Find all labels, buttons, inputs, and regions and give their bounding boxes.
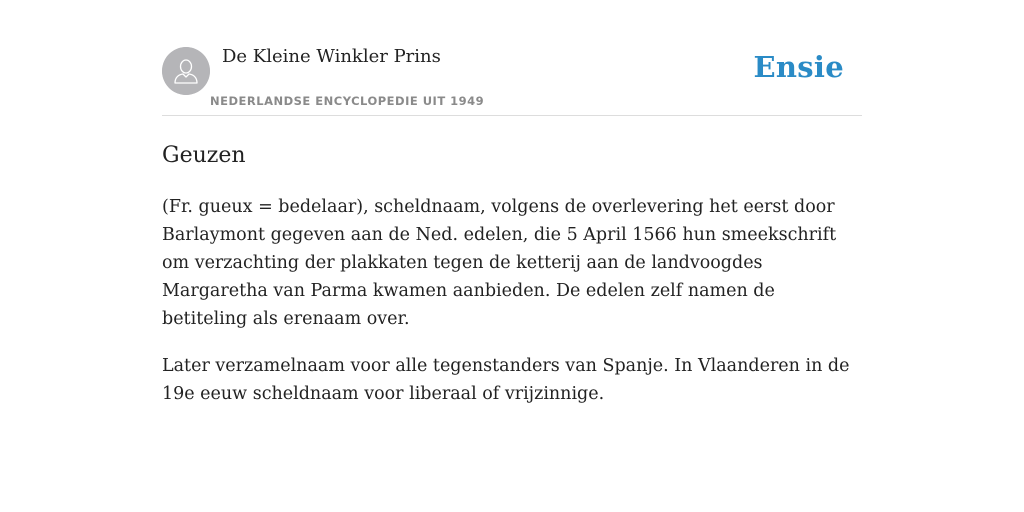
entry-paragraph: Later verzamelnaam voor alle tegenstanders van Spanje. In Vlaanderen in de 19e eeuw scheldnaam voor liberaal of vrijzinnige. bbox=[162, 356, 850, 404]
entry-paragraph: (Fr. gueux = bedelaar), scheldnaam, volgens de overlevering het eerst door Barlaymont gegeven aan de Ned. edelen, die 5 April 1566 hun smeekschrift om verzachting der plakkaten tegen de ketterij aan de landvoogdes Margaretha van Parma kwamen aanbieden. De edelen zelf namen de betiteling als erenaam over. bbox=[162, 197, 837, 329]
entry-title: Geuzen bbox=[162, 143, 246, 168]
source-title[interactable]: De Kleine Winkler Prins bbox=[222, 46, 441, 67]
source-subtitle: NEDERLANDSE ENCYCLOPEDIE UIT 1949 bbox=[210, 94, 485, 108]
entry-card bbox=[162, 40, 862, 408]
user-avatar-icon[interactable] bbox=[162, 47, 210, 95]
entry-header bbox=[162, 40, 862, 116]
brand-logo[interactable]: Ensie bbox=[753, 50, 844, 84]
